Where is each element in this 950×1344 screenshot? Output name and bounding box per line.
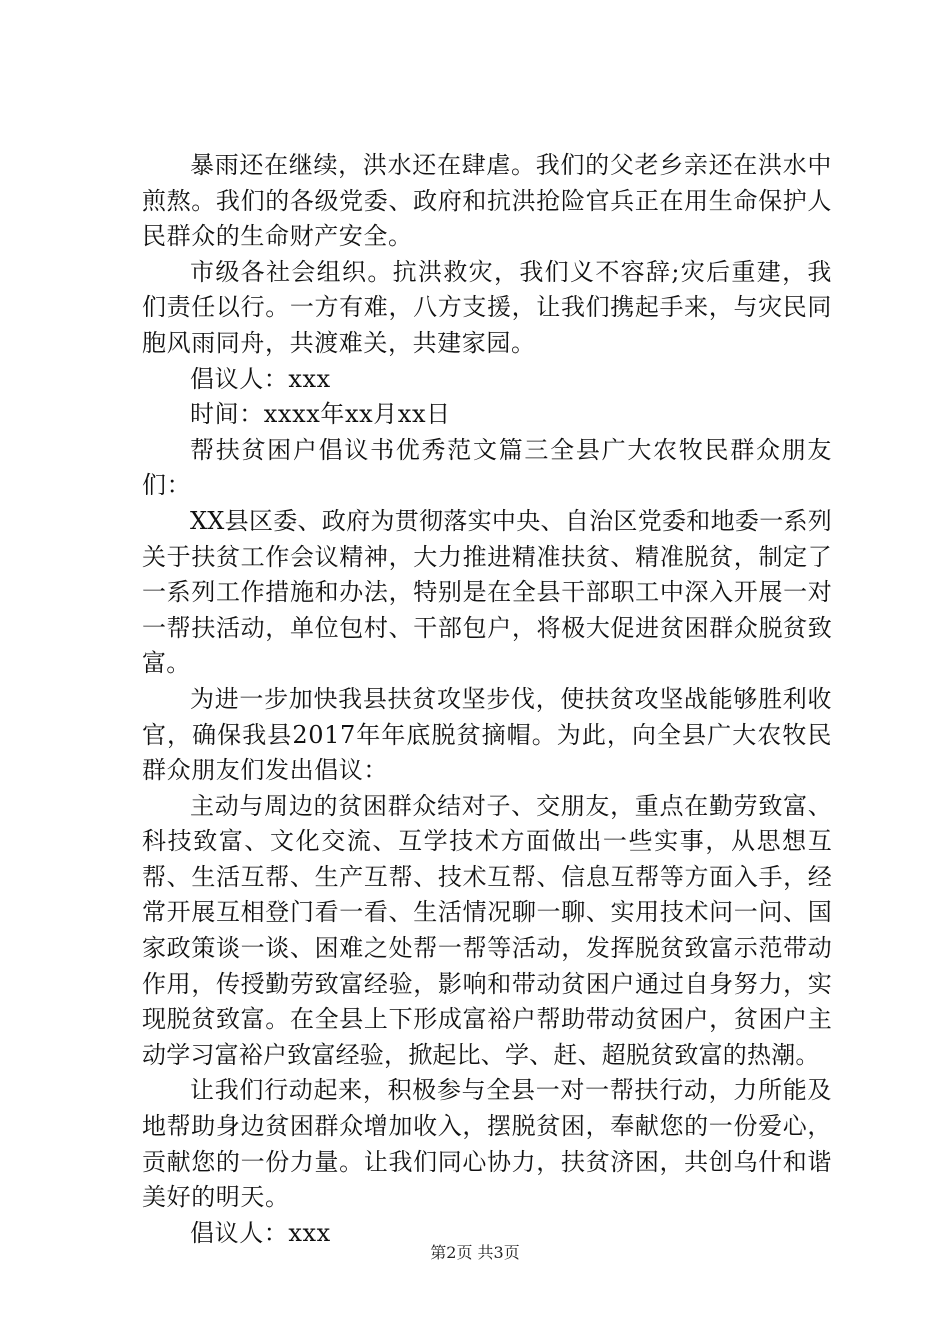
paragraph-date: 时间：xxxx年xx月xx日 (190, 400, 451, 429)
paragraph-section-title: 帮扶贫困户倡议书优秀范文篇三全县广大农牧民群众朋友们： (142, 435, 832, 500)
paragraph-background: XX县区委、政府为贯彻落实中央、自治区党委和地委一系列关于扶贫工作会议精神，大力推进精准扶贫、精准脱贫，制定了一系列工作措施和办法，特别是在全县干部职工中深入开展一对一帮扶活动，单位包村、干部包户，将极大促进贫困群众脱贫致富。 (142, 506, 832, 678)
paragraph-flood-situation: 暴雨还在继续，洪水还在肆虐。我们的父老乡亲还在洪水中煎熬。我们的各级党委、政府和抗洪抢险官兵正在用生命保护人民群众的生命财产安全。 (142, 151, 832, 251)
paragraph-call-to-action: 让我们行动起来，积极参与全县一对一帮扶行动，力所能及地帮助身边贫困群众增加收入，摆脱贫困，奉献您的一份爱心，贡献您的一份力量。让我们同心协力，扶贫济困，共创乌什和谐美好的明天。 (142, 1076, 832, 1212)
paragraph-flood-appeal: 市级各社会组织。抗洪救灾，我们义不容辞;灾后重建，我们责任以行。一方有难，八方支援，让我们携起手来，与灾民同胞风雨同舟，共渡难关，共建家园。 (142, 257, 832, 357)
paragraph-initiator-1: 倡议人：xxx (190, 364, 331, 393)
paragraph-initiator-2: 倡议人：xxx (190, 1218, 331, 1247)
paragraph-goal: 为进一步加快我县扶贫攻坚步伐，使扶贫攻坚战能够胜利收官，确保我县2017年年底脱贫摘帽。为此，向全县广大农牧民群众朋友们发出倡议： (142, 684, 832, 785)
document-body (142, 148, 832, 1251)
paragraph-actions: 主动与周边的贫困群众结对子、交朋友，重点在勤劳致富、科技致富、文化交流、互学技术方面做出一些实事，从思想互帮、生活互帮、生产互帮、技术互帮、信息互帮等方面入手，经常开展互相登门看一看、生活情况聊一聊、实用技术问一问、国家政策谈一谈、困难之处帮一帮等活动，发挥脱贫致富示范带动作用，传授勤劳致富经验，影响和带动贫困户通过自身努力，实现脱贫致富。在全县上下形成富裕户帮助带动贫困户，贫困户主动学习富裕户致富经验，掀起比、学、赶、超脱贫致富的热潮。 (142, 791, 832, 1069)
page-footer: 第2页 共3页 (430, 1243, 520, 1262)
